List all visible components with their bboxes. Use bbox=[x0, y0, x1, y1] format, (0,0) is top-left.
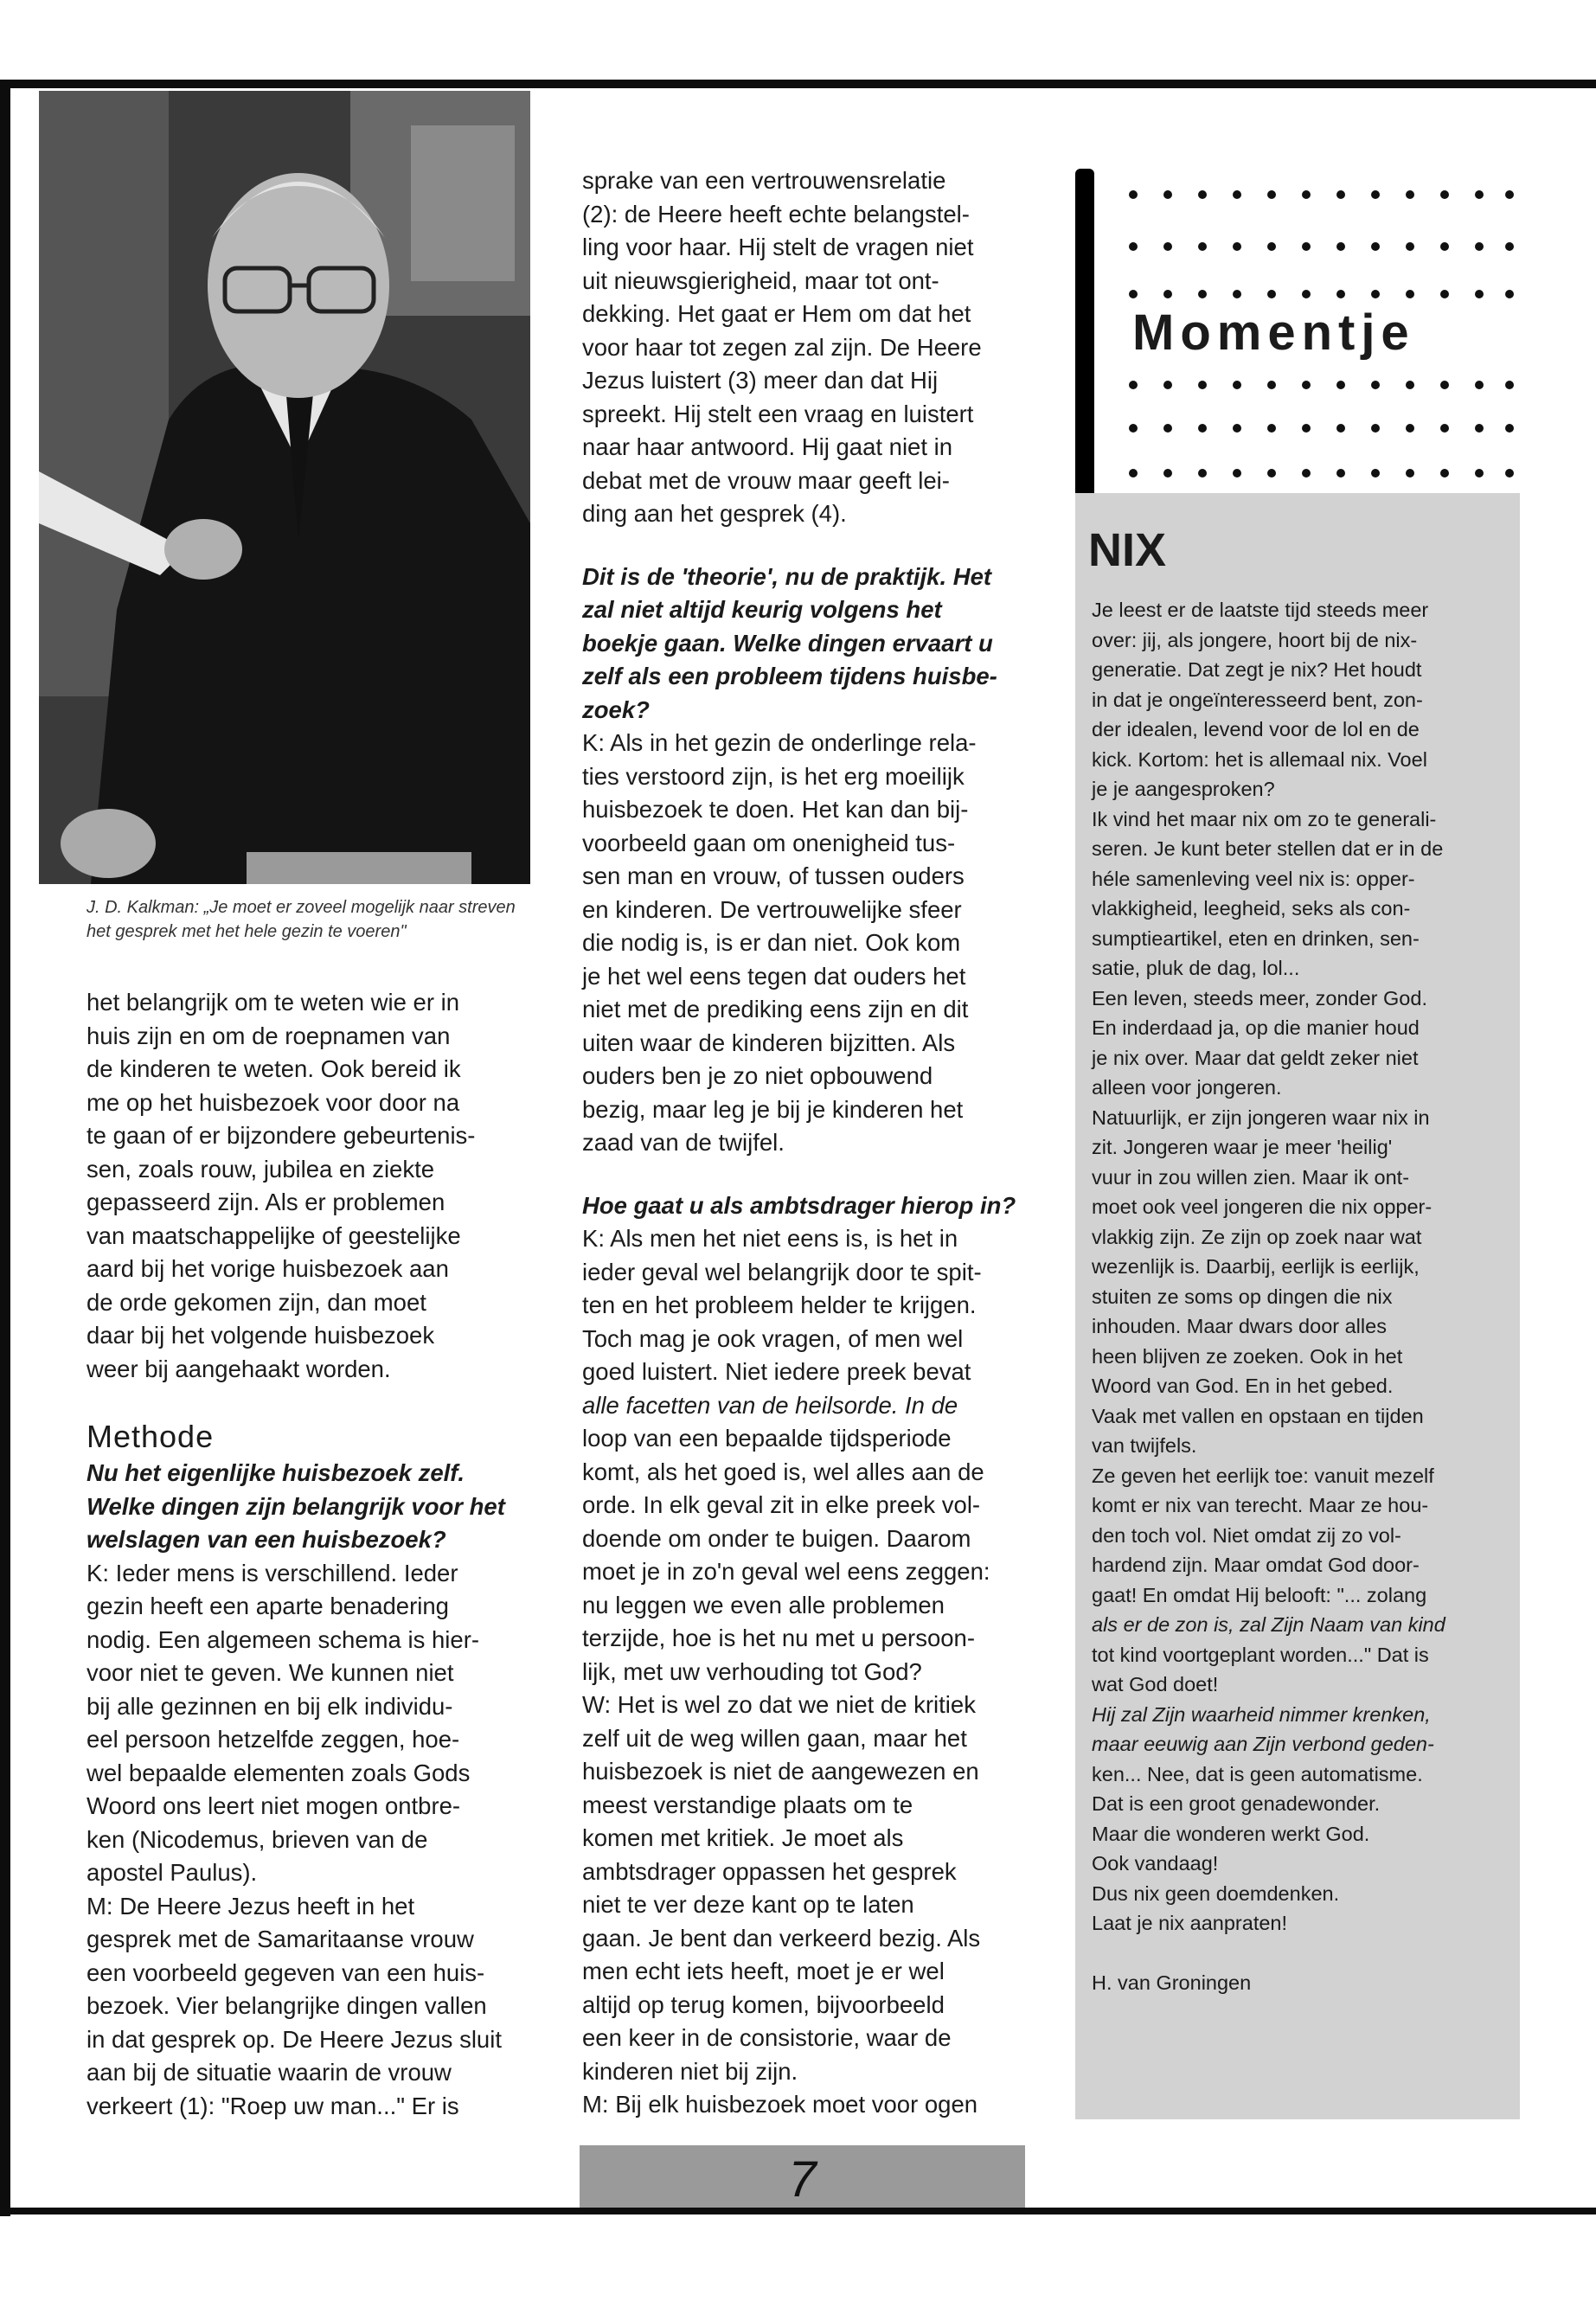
text-line: Ze geven het eerlijk toe: vanuit mezelf bbox=[1092, 1464, 1434, 1487]
interview-answer bbox=[87, 1557, 545, 2124]
text-line: Woord ons leert niet mogen ontbre- bbox=[87, 1792, 461, 1819]
text-line: alle facetten van de heilsorde. In de bbox=[582, 1391, 958, 1419]
text-line: gaat! En omdat Hij belooft: "... zolang bbox=[1092, 1583, 1427, 1606]
text-line: aard bij het vorige huisbezoek aan bbox=[87, 1255, 449, 1282]
text-line: alleen voor jongeren. bbox=[1092, 1076, 1282, 1099]
text-line: vlakkig zijn. Ze zijn op zoek naar wat bbox=[1092, 1225, 1422, 1248]
text-line: sprake van een vertrouwensrelatie bbox=[582, 167, 946, 194]
text-line: Toch mag je ook vragen, of men wel bbox=[582, 1324, 964, 1352]
text-line: meest verstandige plaats om te bbox=[582, 1791, 913, 1818]
text-line: kick. Kortom: het is allemaal nix. Voel bbox=[1092, 747, 1427, 771]
text-line: (2): de Heere heeft echte belangstel- bbox=[582, 200, 970, 228]
text-line: ieder geval wel belangrijk door te spit- bbox=[582, 1258, 982, 1285]
text-line: M: Bij elk huisbezoek moet voor ogen bbox=[582, 2091, 978, 2118]
page-number: 7 bbox=[788, 2151, 817, 2208]
text-line: Ook vandaag! bbox=[1092, 1852, 1219, 1875]
text-line: te gaan of er bijzondere gebeurtenis- bbox=[87, 1122, 476, 1149]
text-line: in dat je ongeïnteresseerd bent, zon- bbox=[1092, 688, 1423, 711]
text-line: vuur in zou willen zien. Maar ik ont- bbox=[1092, 1165, 1410, 1189]
text-line: wat God doet! bbox=[1092, 1673, 1219, 1695]
text-line: seren. Je kunt beter stellen dat er in de bbox=[1092, 837, 1444, 860]
column-2 bbox=[582, 164, 1032, 2122]
sidebar-title: NIX bbox=[1088, 524, 1167, 576]
text-line: sumptieartikel, eten en drinken, sen- bbox=[1092, 926, 1420, 950]
page-border-left bbox=[0, 80, 10, 2216]
interview-question: Hoe gaat u als ambtsdrager hierop in? bbox=[582, 1191, 1016, 1219]
text-line: gaan. Je bent dan verkeerd bezig. Als bbox=[582, 1924, 981, 1952]
text-line: vlakkigheid, leegheid, seks als con- bbox=[1092, 897, 1411, 920]
text-line: heen blijven ze zoeken. Ook in het bbox=[1092, 1344, 1403, 1368]
text-line: eel persoon hetzelfde zeggen, hoe- bbox=[87, 1726, 460, 1753]
text-line: de kinderen te weten. Ook bereid ik bbox=[87, 1055, 461, 1082]
text-line: Ik vind het maar nix om zo te generali- bbox=[1092, 807, 1437, 830]
text-line: niet met de prediking eens zijn en dit bbox=[582, 996, 969, 1022]
page-number-box bbox=[580, 2145, 1025, 2208]
text-line: generatie. Dat zegt je nix? Het houdt bbox=[1092, 658, 1422, 681]
text-line: K: Ieder mens is verschillend. Ieder bbox=[87, 1559, 458, 1586]
intro-paragraph bbox=[87, 986, 545, 1386]
text-line: gesprek met de Samaritaanse vrouw bbox=[87, 1926, 474, 1952]
text-line: Jezus luistert (3) meer dan dat Hij bbox=[582, 367, 939, 394]
text-line: uiten waar de kinderen bijzitten. Als bbox=[582, 1029, 956, 1056]
text-line: sen man en vrouw, of tussen ouders bbox=[582, 862, 965, 889]
text-line: K: Als in het gezin de onderlinge rela- bbox=[582, 729, 977, 756]
text-line: Natuurlijk, er zijn jongeren waar nix in bbox=[1092, 1106, 1430, 1129]
text-line: als er de zon is, zal Zijn Naam van kind bbox=[1092, 1613, 1445, 1636]
text-line: debat met de vrouw maar geeft lei- bbox=[582, 466, 950, 494]
text-line: je je aangesproken? bbox=[1092, 778, 1275, 800]
text-line: altijd op terug komen, bijvoorbeeld bbox=[582, 1990, 945, 2018]
text-line: sen, zoals rouw, jubilea en ziekte bbox=[87, 1155, 435, 1183]
sidebar-text bbox=[1092, 595, 1498, 1997]
text-line: ken (Nicodemus, brieven van de bbox=[87, 1825, 428, 1853]
text-line: terzijde, hoe is het nu met u persoon- bbox=[582, 1625, 976, 1651]
text-line: komt er nix van terecht. Maar ze hou- bbox=[1092, 1494, 1429, 1516]
text-line: der idealen, levend voor de lol en de bbox=[1092, 718, 1420, 740]
text-line: Hij zal Zijn waarheid nimmer krenken, bbox=[1092, 1702, 1431, 1726]
text-line: zit. Jongeren waar je meer 'heilig' bbox=[1092, 1136, 1393, 1158]
text-line: een keer in de consistorie, waar de bbox=[582, 2024, 952, 2051]
text-line: komt, als het goed is, wel alles aan de bbox=[582, 1458, 984, 1485]
text-line: dekking. Het gaat er Hem om dat het bbox=[582, 300, 971, 327]
interview-question bbox=[87, 1457, 545, 1557]
page-border-bottom bbox=[0, 2208, 1596, 2214]
text-line: me op het huisbezoek voor door na bbox=[87, 1088, 460, 1116]
text-line: bezig, maar leg je bij je kinderen het bbox=[582, 1095, 964, 1123]
text-line: K: Als men het niet eens is, is het in bbox=[582, 1225, 958, 1252]
text-line: ding aan het gesprek (4). bbox=[582, 500, 847, 527]
text-line: ten en het probleem helder te krijgen. bbox=[582, 1292, 977, 1318]
text-line: loop van een bepaalde tijdsperiode bbox=[582, 1425, 952, 1452]
text-line: aan bij de situatie waarin de vrouw bbox=[87, 2059, 452, 2086]
text-line: Dus nix geen doemdenken. bbox=[1092, 1881, 1340, 1905]
momentje-bracket-bar bbox=[1075, 169, 1094, 497]
text-line: uit nieuwsgierigheid, maar tot ont- bbox=[582, 266, 939, 294]
text-line: En inderdaad ja, op die manier houd bbox=[1092, 1016, 1420, 1039]
text-line: goed luistert. Niet iedere preek bevat bbox=[582, 1358, 971, 1385]
text-line: voor niet te geven. We kunnen niet bbox=[87, 1659, 454, 1686]
text-line: zal niet altijd keurig volgens het bbox=[582, 596, 942, 623]
page-border-top bbox=[0, 80, 1596, 88]
text-line: orde. In elk geval zit in elke preek vol- bbox=[582, 1491, 981, 1518]
momentje-heading: Momentje bbox=[1129, 303, 1419, 363]
text-line: moet je in zo'n geval wel eens zeggen: bbox=[582, 1558, 990, 1585]
text-line: Maar die wonderen werkt God. bbox=[1092, 1822, 1370, 1845]
text-line: bij alle gezinnen en bij elk individu- bbox=[87, 1692, 453, 1720]
text-line: wel bepaalde elementen zoals Gods bbox=[87, 1759, 471, 1786]
text-line: naar haar antwoord. Hij gaat niet in bbox=[582, 433, 953, 460]
text-line: en kinderen. De vertrouwelijke sfeer bbox=[582, 895, 962, 923]
text-line: zaad van de twijfel. bbox=[582, 1129, 785, 1156]
text-line: de orde gekomen zijn, dan moet bbox=[87, 1288, 426, 1316]
interview-question bbox=[582, 561, 1032, 727]
text-line: zoek? bbox=[582, 695, 650, 723]
text-line: den toch vol. Niet omdat zij zo vol- bbox=[1092, 1523, 1401, 1547]
text-line: daar bij het volgende huisbezoek bbox=[87, 1322, 435, 1349]
photo-caption: J. D. Kalkman: „Je moet er zoveel mogelijk naar streven het gesprek met het hele gezin te voeren" bbox=[87, 898, 516, 941]
text-line: Woord van God. En in het gebed. bbox=[1092, 1375, 1394, 1397]
text-line: W: Het is wel zo dat we niet de kritiek bbox=[582, 1691, 976, 1718]
text-line: Vaak met vallen en opstaan en tijden bbox=[1092, 1404, 1424, 1427]
text-line: boekje gaan. Welke dingen ervaart u bbox=[582, 629, 993, 657]
text-line: maar eeuwig aan Zijn verbond geden- bbox=[1092, 1733, 1434, 1755]
text-line: men echt iets heeft, moet je er wel bbox=[582, 1958, 945, 1984]
text-line: ouders ben je zo niet opbouwend bbox=[582, 1062, 933, 1089]
text-line: héle samenleving veel nix is: opper- bbox=[1092, 867, 1415, 890]
text-line: zelf uit de weg willen gaan, maar het bbox=[582, 1724, 967, 1752]
interview-answer bbox=[582, 727, 1032, 1160]
text-line: wezenlijk is. Daarbij, eerlijk is eerlijk, bbox=[1092, 1255, 1420, 1278]
text-line: doende om onder te buigen. Daarom bbox=[582, 1524, 971, 1552]
text-line: in dat gesprek op. De Heere Jezus sluit bbox=[87, 2025, 502, 2053]
text-line: weer bij aangehaakt worden. bbox=[87, 1355, 391, 1382]
text-line: moet ook veel jongeren die nix opper- bbox=[1092, 1195, 1433, 1218]
interview-answer bbox=[582, 1222, 1032, 2122]
text-line: Welke dingen zijn belangrijk voor het bbox=[87, 1492, 505, 1520]
text-line: huisbezoek te doen. Het kan dan bij- bbox=[582, 796, 969, 823]
section-heading-methode: Methode bbox=[87, 1419, 215, 1454]
text-line: inhouden. Maar dwars door alles bbox=[1092, 1315, 1387, 1337]
portrait-illustration bbox=[39, 91, 530, 884]
text-line: stuiten ze soms op dingen die nix bbox=[1092, 1285, 1393, 1308]
text-line: van maatschappelijke of geestelijke bbox=[87, 1221, 461, 1249]
text-line: nu leggen we even alle problemen bbox=[582, 1591, 945, 1618]
text-line: huisbezoek is niet de aangewezen en bbox=[582, 1758, 979, 1785]
text-line: nodig. Een algemeen schema is hier- bbox=[87, 1625, 480, 1653]
text-line: voorbeeld gaan om onenigheid tus- bbox=[582, 829, 956, 856]
text-line: welslagen van een huisbezoek? bbox=[87, 1526, 446, 1553]
text-line: Je leest er de laatste tijd steeds meer bbox=[1092, 599, 1429, 621]
text-line: hardend zijn. Maar omdat God door- bbox=[1092, 1554, 1420, 1576]
text-line: Nu het eigenlijke huisbezoek zelf. bbox=[87, 1459, 465, 1486]
text-line: apostel Paulus). bbox=[87, 1859, 258, 1886]
text-line: tot kind voortgeplant worden..." Dat is bbox=[1092, 1643, 1429, 1666]
paragraph bbox=[582, 164, 1032, 531]
text-line: kinderen niet bij zijn. bbox=[582, 2057, 798, 2085]
text-line: over: jij, als jongere, hoort bij de nix- bbox=[1092, 628, 1418, 651]
text-line: Dat is een groot genadewonder. bbox=[1092, 1792, 1381, 1815]
text-line: die nodig is, is er dan niet. Ook kom bbox=[582, 929, 961, 956]
text-line: je nix over. Maar dat geldt zeker niet bbox=[1092, 1046, 1419, 1069]
text-line: komen met kritiek. Je moet als bbox=[582, 1824, 904, 1851]
text-line: gezin heeft een aparte benadering bbox=[87, 1593, 449, 1619]
text-line: verkeert (1): "Roep uw man..." Er is bbox=[87, 2092, 459, 2119]
text-line: ling voor haar. Hij stelt de vragen niet bbox=[582, 234, 974, 260]
text-line: van twijfels. bbox=[1092, 1434, 1197, 1457]
text-line: bezoek. Vier belangrijke dingen vallen bbox=[87, 1992, 487, 2019]
column-1 bbox=[87, 986, 545, 2123]
text-line: ties verstoord zijn, is het erg moeilijk bbox=[582, 762, 965, 790]
text-line: niet te ver deze kant op te laten bbox=[582, 1891, 914, 1918]
text-line: lijk, met uw verhouding tot God? bbox=[582, 1657, 922, 1685]
text-line: een voorbeeld gegeven van een huis- bbox=[87, 1958, 485, 1986]
text-line: voor haar tot zegen zal zijn. De Heere bbox=[582, 333, 982, 361]
text-line: ambtsdrager oppassen het gesprek bbox=[582, 1857, 957, 1885]
text-line: satie, pluk de dag, lol... bbox=[1092, 957, 1300, 979]
text-line: gepasseerd zijn. Als er problemen bbox=[87, 1189, 445, 1215]
portrait-photo bbox=[39, 91, 530, 884]
text-line: Laat je nix aanpraten! bbox=[1092, 1912, 1288, 1934]
text-line: spreekt. Hij stelt een vraag en luistert bbox=[582, 400, 974, 427]
sidebar-author: H. van Groningen bbox=[1092, 1971, 1252, 1994]
text-line: je het wel eens tegen dat ouders het bbox=[582, 962, 966, 990]
text-line: zelf als een probleem tijdens huisbe- bbox=[582, 663, 997, 689]
text-line: Dit is de 'theorie', nu de praktijk. Het bbox=[582, 562, 992, 590]
text-line: Een leven, steeds meer, zonder God. bbox=[1092, 986, 1427, 1009]
text-line: huis zijn en om de roepnamen van bbox=[87, 1022, 451, 1049]
text-line: ken... Nee, dat is geen automatisme. bbox=[1092, 1762, 1423, 1785]
text-line: het belangrijk om te weten wie er in bbox=[87, 989, 460, 1016]
text-line: M: De Heere Jezus heeft in het bbox=[87, 1892, 415, 1920]
